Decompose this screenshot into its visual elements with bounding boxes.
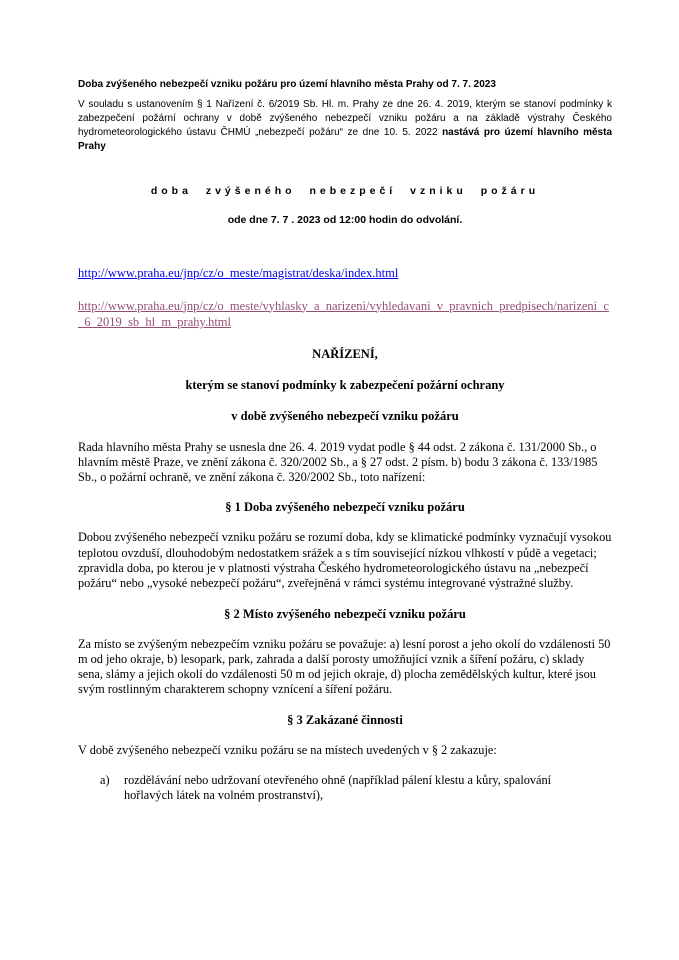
regulation-subheading-2: v době zvýšeného nebezpečí vzniku požáru (231, 408, 459, 423)
section-3-body: V době zvýšeného nebezpečí vzniku požáru se na místech uvedených v § 2 zakazuje: (78, 742, 497, 757)
intro-text-normal: V souladu s ustanovením § 1 Nařízení č. 6/2019 Sb. Hl. m. Prahy ze dne 26. 4. 2019, kterým se stanoví podmínky k zabezpečení požární ochrany v době zvýšeného nebezpečí vzniku požáru a na základě výstrahy Českého hydrometeorologického ústavu ČHMÚ „nebezpečí požáru“ ze dne 10. 5. 2022 (78, 99, 612, 138)
hyperlink-deska-index[interactable]: http://www.praha.eu/jnp/cz/o_meste/magistrat/deska/index.html (78, 266, 399, 280)
regulation-heading: NAŘÍZENÍ, (312, 346, 378, 361)
section-3-heading: § 3 Zakázané činnosti (287, 712, 403, 727)
link-paragraph-2 (78, 298, 612, 331)
regulation-preamble: Rada hlavního města Prahy se usnesla dne 26. 4. 2019 vydat podle § 44 odst. 2 zákona č. 131/2000 Sb., o hlavním městě Praze, ve znění zákona č. 320/2002 Sb., a § 27 odst. 2 písm. b) bodu 3 zákona č. 133/1985 Sb., o požární ochraně, ve znění zákona č. 320/2002 Sb., toto nařízení: (78, 439, 598, 485)
intro-text-bold: nastává pro území hlavního města Prahy (78, 127, 613, 152)
list-marker-a: a) (100, 773, 110, 788)
document-title: Doba zvýšeného nebezpečí vzniku požáru pro území hlavního města Prahy od 7. 7. 2023 (78, 79, 496, 90)
section-2-body: Za místo se zvýšeným nebezpečím vzniku požáru se považuje: a) lesní porost a jeho okolí do vzdálenosti 50 m od jeho okraje, b) lesopark, park, zahrada a další porosty umožňující vznik a šíření požáru, c) sklady sena, slámy a jejich okolí do vzdálenosti 50 m od jejich okraje, d) plocha zemědělských kultur, které jsou svým rostlinným charakterem schopny vznícení a šíření požáru. (78, 636, 611, 697)
declaration-date-line: ode dne 7. 7 . 2023 od 12:00 hodin do odvolání. (227, 214, 463, 226)
declaration-spaced-line: doba zvýšeného nebezpečí vzniku požáru (150, 185, 540, 197)
section-1-body: Dobou zvýšeného nebezpečí vzniku požáru se rozumí doba, kdy se klimatické podmínky vyznačují vysokou teplotou ovzduší, dlouhodobým nedostatkem srážek a s tím související nízkou vlhkostí v půdě a vegetaci; zpravidla doba, po kterou je v platnosti výstraha Českého hydrometeorologického ústavu na „nebezpečí požáru“ nebo „vysoké nebezpečí požáru“, zveřejněná v rámci systému integrované výstražné služby. (78, 530, 612, 591)
prohibited-activity-item-a (100, 773, 612, 804)
intro-paragraph (78, 98, 612, 154)
section-1-heading: § 1 Doba zvýšeného nebezpečí vzniku požáru (225, 500, 465, 515)
list-text-a: rozdělávání nebo udržovaní otevřeného ohně (například pálení klestu a kůry, spalování hořlavých látek na volném prostranství), (124, 773, 552, 803)
regulation-subheading-1: kterým se stanoví podmínky k zabezpečení požární ochrany (185, 377, 505, 392)
link-paragraph-1 (78, 265, 612, 282)
section-2-heading: § 2 Místo zvýšeného nebezpečí vzniku požáru (224, 606, 466, 621)
hyperlink-narizeni-6-2019[interactable]: http://www.praha.eu/jnp/cz/o_meste/vyhlasky_a_narizeni/vyhledavani_v_pravnich_predpisech/narizeni_c_6_2019_sb_hl_m_prahy.html (78, 298, 609, 329)
